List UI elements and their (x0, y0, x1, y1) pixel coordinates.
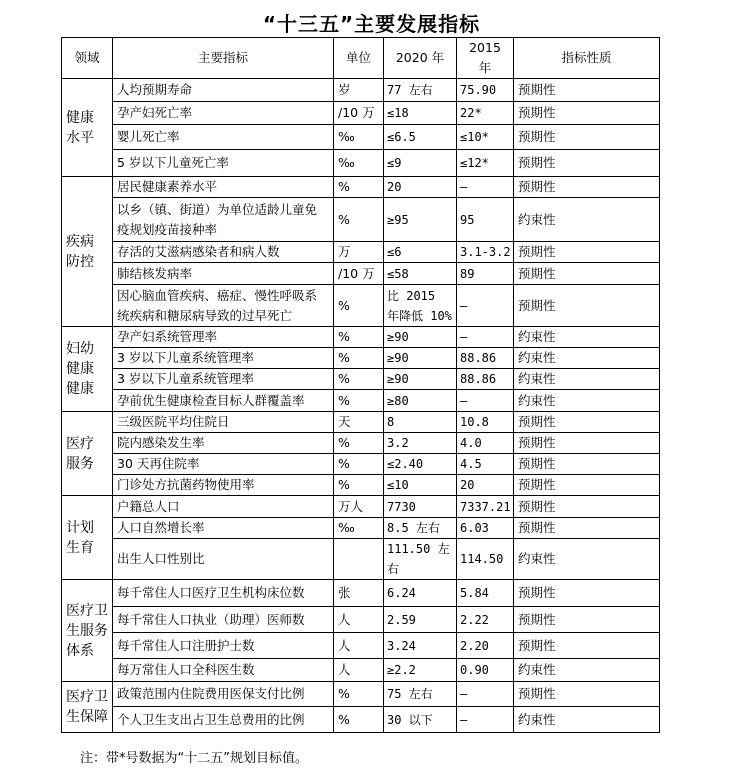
indicator-cell: 3 岁以下儿童系统管理率 (113, 348, 334, 369)
target-2020-cell: ≥90 (384, 369, 457, 390)
target-2020-cell: 111.50 左右 (384, 539, 457, 580)
header-type: 指标性质 (514, 38, 660, 79)
domain-label-line: 生服务 (66, 622, 108, 639)
value-2015-cell: 3.1-3.2 (457, 242, 514, 263)
domain-label-line: 医疗卫 (66, 689, 108, 705)
indicator-type-cell: 约束性 (514, 539, 660, 580)
value-2015-cell: 7337.21 (457, 496, 514, 518)
indicator-type-cell: 预期性 (514, 177, 660, 198)
indicator-type-cell: 预期性 (514, 475, 660, 496)
indicator-type-cell: 约束性 (514, 327, 660, 348)
domain-cell (62, 682, 113, 733)
unit-cell: 岁 (334, 79, 384, 102)
table-row (62, 150, 660, 177)
unit-cell: 张 (334, 580, 384, 607)
unit-cell: ‰ (334, 150, 384, 177)
target-2020-cell: 3.2 (384, 433, 457, 454)
domain-cell (62, 177, 113, 327)
table-row (62, 263, 660, 285)
indicator-cell: 孕产妇死亡率 (113, 102, 334, 125)
value-2015-cell: 2.20 (457, 633, 514, 659)
indicator-type-cell: 预期性 (514, 102, 660, 125)
value-2015-cell: 20 (457, 475, 514, 496)
footnote: 注：带*号数据为“十二五”规划目标值。 (80, 751, 308, 766)
indicator-type-cell: 预期性 (514, 242, 660, 263)
target-2020-cell: ≤6 (384, 242, 457, 263)
target-2020-cell: 75 左右 (384, 682, 457, 707)
table-row (62, 659, 660, 682)
indicator-type-cell: 约束性 (514, 707, 660, 733)
domain-label-line: 防控 (66, 253, 94, 270)
table-row (62, 580, 660, 607)
indicator-type-cell: 预期性 (514, 412, 660, 433)
target-2020-cell: 3.24 (384, 633, 457, 659)
indicator-type-cell: 预期性 (514, 580, 660, 607)
indicator-type-cell: 预期性 (514, 607, 660, 633)
table-row (62, 433, 660, 454)
unit-cell: ‰ (334, 125, 384, 150)
target-2020-cell: 2.59 (384, 607, 457, 633)
table-row (62, 607, 660, 633)
value-2015-cell: 6.03 (457, 518, 514, 539)
indicator-cell: 孕前优生健康检查目标人群覆盖率 (113, 390, 334, 412)
unit-cell: % (334, 369, 384, 390)
document-title: “十三五”主要发展指标 (262, 12, 481, 36)
value-2015-cell: ≤10* (457, 125, 514, 150)
table-row (62, 285, 660, 327)
domain-label-line: 生保障 (66, 709, 108, 725)
table-row (62, 242, 660, 263)
unit-cell: % (334, 682, 384, 707)
indicator-cell: 居民健康素养水平 (113, 177, 334, 198)
target-2020-cell: ≤18 (384, 102, 457, 125)
unit-cell: % (334, 433, 384, 454)
indicator-type-cell: 预期性 (514, 285, 660, 327)
domain-label-line: 体系 (66, 642, 94, 659)
target-2020-cell: ≥90 (384, 348, 457, 369)
indicator-type-cell: 预期性 (514, 496, 660, 518)
indicator-type-cell: 约束性 (514, 390, 660, 412)
domain-cell (62, 412, 113, 496)
indicator-cell: 三级医院平均住院日 (113, 412, 334, 433)
indicator-cell: 3 岁以下儿童系统管理率 (113, 369, 334, 390)
value-2015-cell: 4.0 (457, 433, 514, 454)
unit-cell: 人 (334, 659, 384, 682)
value-2015-cell: — (457, 390, 514, 412)
target-2020-cell: ≤10 (384, 475, 457, 496)
table-row (62, 633, 660, 659)
unit-cell: 万 (334, 242, 384, 263)
indicator-cell: 以乡（镇、街道）为单位适龄儿童免疫规划疫苗接种率 (113, 198, 334, 242)
header-2015: 2015 年 (457, 38, 514, 79)
table-row (62, 198, 660, 242)
domain-cell (62, 327, 113, 412)
unit-cell: % (334, 454, 384, 475)
unit-cell: ‰ (334, 518, 384, 539)
unit-cell: % (334, 475, 384, 496)
value-2015-cell: 95 (457, 198, 514, 242)
value-2015-cell: 75.90 (457, 79, 514, 102)
domain-label-line: 妇幼 (66, 341, 94, 357)
table-row (62, 390, 660, 412)
indicator-type-cell: 预期性 (514, 125, 660, 150)
unit-cell (334, 539, 384, 580)
target-2020-cell: ≤9 (384, 150, 457, 177)
indicator-type-cell: 预期性 (514, 79, 660, 102)
table-row (62, 707, 660, 733)
target-2020-cell: 6.24 (384, 580, 457, 607)
value-2015-cell: 88.86 (457, 348, 514, 369)
indicator-cell: 肺结核发病率 (113, 263, 334, 285)
indicator-type-cell: 预期性 (514, 263, 660, 285)
value-2015-cell: 2.22 (457, 607, 514, 633)
table-row (62, 327, 660, 348)
value-2015-cell: 89 (457, 263, 514, 285)
header-2020: 2020 年 (384, 38, 457, 79)
target-2020-cell: ≤2.40 (384, 454, 457, 475)
document-body (61, 37, 659, 766)
unit-cell: % (334, 327, 384, 348)
target-2020-cell: 77 左右 (384, 79, 457, 102)
indicator-cell: 院内感染发生率 (113, 433, 334, 454)
table-row (62, 125, 660, 150)
unit-cell: /10 万 (334, 102, 384, 125)
unit-cell: 万人 (334, 496, 384, 518)
target-2020-cell: 30 以下 (384, 707, 457, 733)
unit-cell: % (334, 390, 384, 412)
target-2020-cell: 比 2015 年降低 10% (384, 285, 457, 327)
value-2015-cell: 5.84 (457, 580, 514, 607)
value-2015-cell: 10.8 (457, 412, 514, 433)
target-2020-cell: ≥80 (384, 390, 457, 412)
table-row (62, 539, 660, 580)
table-row (62, 682, 660, 707)
domain-cell (62, 496, 113, 580)
indicator-cell: 出生人口性别比 (113, 539, 334, 580)
target-2020-cell: 20 (384, 177, 457, 198)
value-2015-cell: 22* (457, 102, 514, 125)
indicator-cell: 每千常住人口医疗卫生机构床位数 (113, 580, 334, 607)
indicator-cell: 个人卫生支出占卫生总费用的比例 (113, 707, 334, 733)
indicator-cell: 户籍总人口 (113, 496, 334, 518)
header-indicator: 主要指标 (113, 38, 334, 79)
domain-label-line: 生育 (66, 539, 94, 556)
indicator-type-cell: 约束性 (514, 369, 660, 390)
table-row (62, 102, 660, 125)
value-2015-cell: — (457, 682, 514, 707)
indicator-type-cell: 预期性 (514, 433, 660, 454)
indicator-cell: 人均预期寿命 (113, 79, 334, 102)
table-row (62, 454, 660, 475)
target-2020-cell: ≥2.2 (384, 659, 457, 682)
indicator-type-cell: 预期性 (514, 682, 660, 707)
table-row (62, 177, 660, 198)
indicator-type-cell: 约束性 (514, 198, 660, 242)
table-row (62, 369, 660, 390)
target-2020-cell: ≤58 (384, 263, 457, 285)
indicator-cell: 人口自然增长率 (113, 518, 334, 539)
domain-cell (62, 580, 113, 682)
indicator-cell: 30 天再住院率 (113, 454, 334, 475)
indicator-type-cell: 预期性 (514, 518, 660, 539)
indicator-cell: 政策范围内住院费用医保支付比例 (113, 682, 334, 707)
domain-label-line: 健康 (66, 381, 94, 397)
value-2015-cell: — (457, 327, 514, 348)
domain-label-line: 健康 (66, 109, 94, 126)
header-domain: 领域 (62, 38, 113, 79)
value-2015-cell: ≤12* (457, 150, 514, 177)
value-2015-cell: 114.50 (457, 539, 514, 580)
target-2020-cell: 8.5 左右 (384, 518, 457, 539)
domain-label-line: 健康 (66, 361, 94, 377)
indicator-cell: 存活的艾滋病感染者和病人数 (113, 242, 334, 263)
indicator-type-cell: 约束性 (514, 348, 660, 369)
unit-cell: % (334, 348, 384, 369)
domain-label-line: 疾病 (66, 233, 94, 250)
indicator-cell: 婴儿死亡率 (113, 125, 334, 150)
unit-cell: % (334, 198, 384, 242)
header-unit: 单位 (334, 38, 384, 79)
value-2015-cell: 88.86 (457, 369, 514, 390)
indicator-type-cell: 约束性 (514, 659, 660, 682)
table-row (62, 348, 660, 369)
indicator-cell: 每万常住人口全科医生数 (113, 659, 334, 682)
value-2015-cell: — (457, 285, 514, 327)
target-2020-cell: ≤6.5 (384, 125, 457, 150)
unit-cell: 人 (334, 607, 384, 633)
indicator-type-cell: 预期性 (514, 454, 660, 475)
table-row (62, 475, 660, 496)
table-row (62, 79, 660, 102)
indicator-type-cell: 预期性 (514, 633, 660, 659)
domain-label-line: 服务 (66, 455, 94, 472)
unit-cell: % (334, 707, 384, 733)
indicators-table (61, 37, 660, 733)
indicator-cell: 每千常住人口执业（助理）医师数 (113, 607, 334, 633)
indicator-cell: 门诊处方抗菌药物使用率 (113, 475, 334, 496)
domain-label-line: 水平 (66, 129, 94, 146)
indicator-type-cell: 预期性 (514, 150, 660, 177)
indicator-cell: 每千常住人口注册护士数 (113, 633, 334, 659)
value-2015-cell: — (457, 707, 514, 733)
indicator-cell: 孕产妇系统管理率 (113, 327, 334, 348)
value-2015-cell: — (457, 177, 514, 198)
header-row (62, 38, 660, 79)
domain-label-line: 医疗 (66, 435, 94, 452)
indicator-cell: 因心脑血管疾病、癌症、慢性呼吸系统疾病和糖尿病导致的过早死亡 (113, 285, 334, 327)
table-row (62, 496, 660, 518)
domain-cell (62, 79, 113, 177)
target-2020-cell: ≥90 (384, 327, 457, 348)
table-row (62, 412, 660, 433)
unit-cell: 天 (334, 412, 384, 433)
value-2015-cell: 4.5 (457, 454, 514, 475)
unit-cell: /10 万 (334, 263, 384, 285)
value-2015-cell: 0.90 (457, 659, 514, 682)
target-2020-cell: ≥95 (384, 198, 457, 242)
unit-cell: % (334, 177, 384, 198)
domain-label-line: 计划 (66, 519, 94, 536)
unit-cell: % (334, 285, 384, 327)
domain-label-line: 医疗卫 (66, 602, 108, 619)
target-2020-cell: 7730 (384, 496, 457, 518)
indicator-cell: 5 岁以下儿童死亡率 (113, 150, 334, 177)
table-row (62, 518, 660, 539)
unit-cell: 人 (334, 633, 384, 659)
target-2020-cell: 8 (384, 412, 457, 433)
